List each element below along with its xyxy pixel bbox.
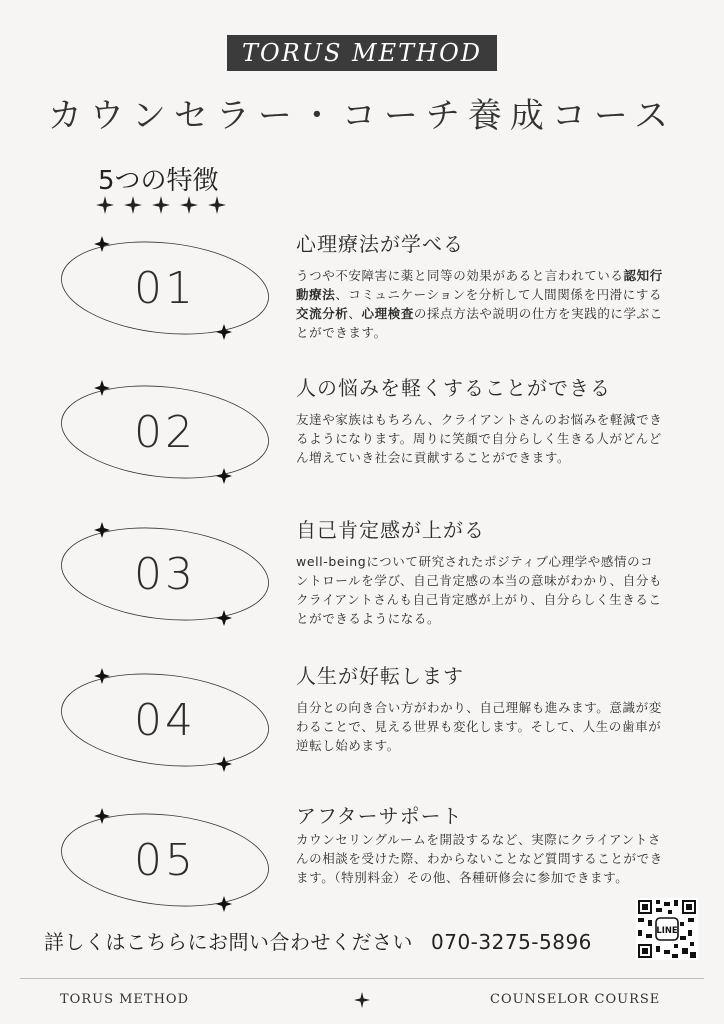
feature-description: カウンセリングルームを開設するなど、実際にクライアントさんの相談を受けた際、わからないことなど質問することができます。（特別料金）その他、各種研修会に参加できます。: [296, 832, 663, 885]
brand-badge: [227, 35, 497, 71]
feature-number: 04: [134, 694, 196, 746]
sparkle-icon: [180, 196, 198, 214]
feature-item: [0, 660, 724, 790]
feature-description: 自分との向き合い方がわかり、自己理解も進みます。意識が変わることで、見える世界も変化します。そして、人生の歯車が逆転し始めます。: [296, 700, 662, 753]
feature-title: 自己肯定感が上がる: [296, 518, 485, 542]
features-heading: 5つの特徴: [98, 166, 219, 196]
feature-description: 友達や家族はもちろん、クライアントさんのお悩みを軽減できるようになります。周りに笑顔で自分らしく生きる人がどんどん増えていき社会に貢献することができます。: [296, 412, 663, 465]
feature-description: うつや不安障害に薬と同等の効果があると言われている認知行動療法、コミュニケーションを分析して人間関係を円滑にする交流分析、心理検査の採点方法や説明の仕方を実践的に学ぶことができます。: [296, 268, 663, 340]
feature-number-ellipse: [58, 372, 272, 492]
feature-item: [0, 800, 724, 930]
feature-number-ellipse: [58, 660, 272, 780]
feature-item: [0, 372, 724, 502]
sparkle-icon: [152, 196, 170, 214]
footer-course-label: COUNSELOR COURSE: [490, 992, 661, 1007]
feature-number: 01: [134, 262, 196, 314]
feature-number: 02: [134, 406, 196, 458]
sparkle-icon: [96, 196, 114, 214]
star-row: [96, 196, 226, 214]
contact-line: [44, 926, 592, 955]
footer-brand: TORUS METHOD: [60, 992, 189, 1007]
qr-label: LINE: [656, 925, 678, 935]
feature-title: 人の悩みを軽くすることができる: [296, 376, 611, 400]
feature-title: 心理療法が学べる: [296, 232, 464, 256]
phone-number[interactable]: 070-3275-5896: [431, 930, 592, 954]
feature-number-ellipse: [58, 228, 272, 348]
feature-title: アフターサポート: [296, 804, 463, 828]
qr-code-icon[interactable]: [636, 898, 698, 960]
feature-number-ellipse: [58, 800, 272, 920]
feature-number: 03: [134, 548, 196, 600]
feature-item: [0, 514, 724, 644]
sparkle-icon: [208, 196, 226, 214]
sparkle-icon: [124, 196, 142, 214]
feature-number: 05: [134, 834, 196, 886]
feature-description: well-beingについて研究されたポジティブ心理学や感情のコントロールを学び、自己肯定感の本当の意味がわかり、自分もクライアントさんも自己肯定感が上がり、自分らしく生きることができるようになる。: [296, 554, 663, 626]
contact-text: 詳しくはこちらにお問い合わせください: [44, 930, 413, 954]
footer-divider: [20, 978, 704, 979]
page-title: カウンセラー・コーチ養成コース: [47, 96, 677, 136]
feature-title: 人生が好転します: [296, 664, 464, 688]
feature-item: [0, 228, 724, 358]
feature-number-ellipse: [58, 514, 272, 634]
brand-label: TORUS METHOD: [242, 39, 482, 67]
sparkle-icon: [354, 992, 370, 1008]
